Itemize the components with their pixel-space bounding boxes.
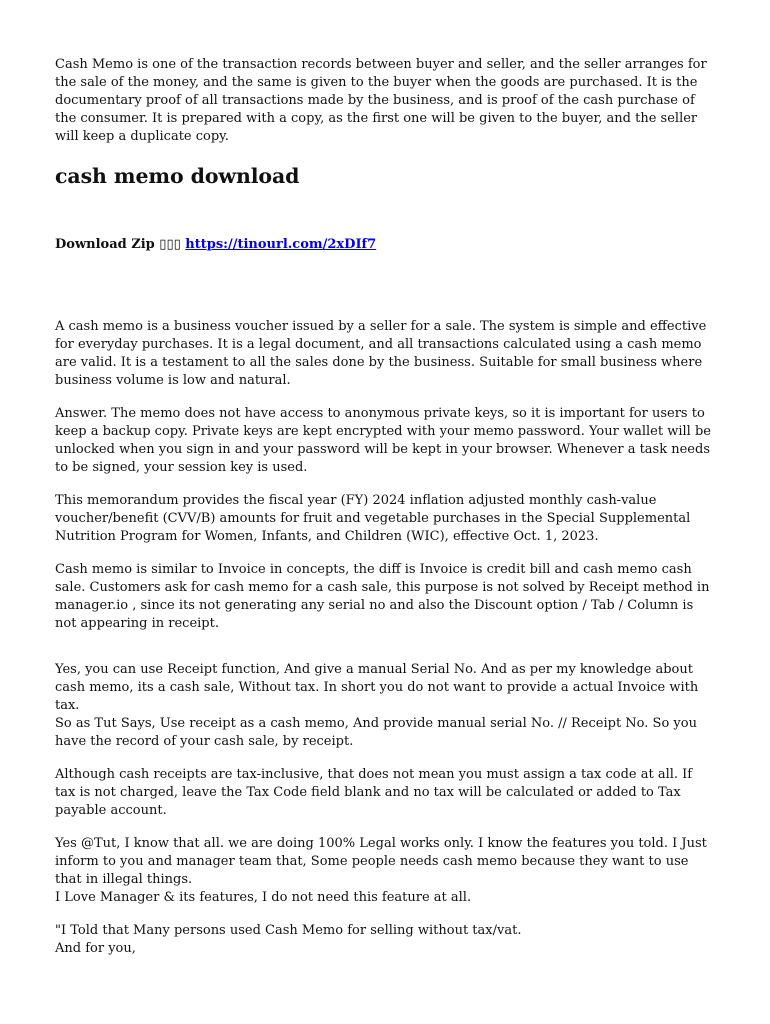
- paragraph-answer-private-keys: Answer. The memo does not have access to anonymous private keys, so it is important for users to keep a backup copy. Private keys are kept encrypted with your memo password. Your wallet will be unlocked when you sign in and your password will be kept in your browser. Whenever a task needs to be signed, your session key is used.: [55, 406, 711, 475]
- paragraph-and-for-you: And for you,: [55, 941, 136, 956]
- paragraph-love-manager: I Love Manager & its features, I do not need this feature at all.: [55, 890, 472, 905]
- paragraph-receipt-function: Yes, you can use Receipt function, And give a manual Serial No. And as per my knowledge about cash memo, its a cash sale, Without tax. In short you do not want to provide a actual Invoice with tax.: [55, 662, 699, 713]
- page-heading: cash memo download: [55, 164, 300, 188]
- paragraph-legal-works: Yes @Tut, I know that all. we are doing 100% Legal works only. I know the features you told. I Just inform to you and manager team that, Some people needs cash memo because they want to use that in illegal things.: [55, 836, 707, 887]
- download-line: [55, 236, 714, 254]
- intro-paragraph: Cash Memo is one of the transaction records between buyer and seller, and the seller arranges for the sale of the money, and the same is given to the buyer when the goods are purchased. It is the documentary proof of all transactions made by the business, and is proof of the cash purchase of the consumer. It is prepared with a copy, as the first one will be given to the buyer, and the seller will keep a duplicate copy.: [55, 57, 707, 144]
- missing-glyph-icons: ▯▯▯: [159, 237, 181, 252]
- paragraph-cash-memo-definition: A cash memo is a business voucher issued by a seller for a sale. The system is simple and effective for everyday purchases. It is a legal document, and all transactions calculated using a cash memo are valid. It is a testament to all the sales done by the business. Suitable for small business where business volume is low and natural.: [55, 319, 707, 388]
- paragraph-quote-cash-memo: "I Told that Many persons used Cash Memo for selling without tax/vat.: [55, 923, 522, 938]
- paragraph-invoice-comparison: Cash memo is similar to Invoice in concepts, the diff is Invoice is credit bill and cash memo cash sale. Customers ask for cash memo for a cash sale, this purpose is not solved by Receipt method in manager.io , since its not generating any serial no and also the Discount option / Tab / Column is not appearing in receipt.: [55, 562, 710, 631]
- paragraph-memorandum-fy2024: This memorandum provides the fiscal year (FY) 2024 inflation adjusted monthly cash-value voucher/benefit (CVV/B) amounts for fruit and vegetable purchases in the Special Supplemental Nutrition Program for Women, Infants, and Children (WIC), effective Oct. 1, 2023.: [55, 493, 691, 544]
- paragraph-use-receipt: So as Tut Says, Use receipt as a cash memo, And provide manual serial No. // Receipt No. So you have the record of your cash sale, by receipt.: [55, 716, 697, 749]
- download-link[interactable]: https://tinourl.com/2xDIf7: [185, 237, 377, 252]
- download-label: Download Zip: [55, 237, 155, 252]
- paragraph-tax-inclusive: Although cash receipts are tax-inclusive, that does not mean you must assign a tax code at all. If tax is not charged, leave the Tax Code field blank and no tax will be calculated or added to Tax payable account.: [55, 767, 693, 818]
